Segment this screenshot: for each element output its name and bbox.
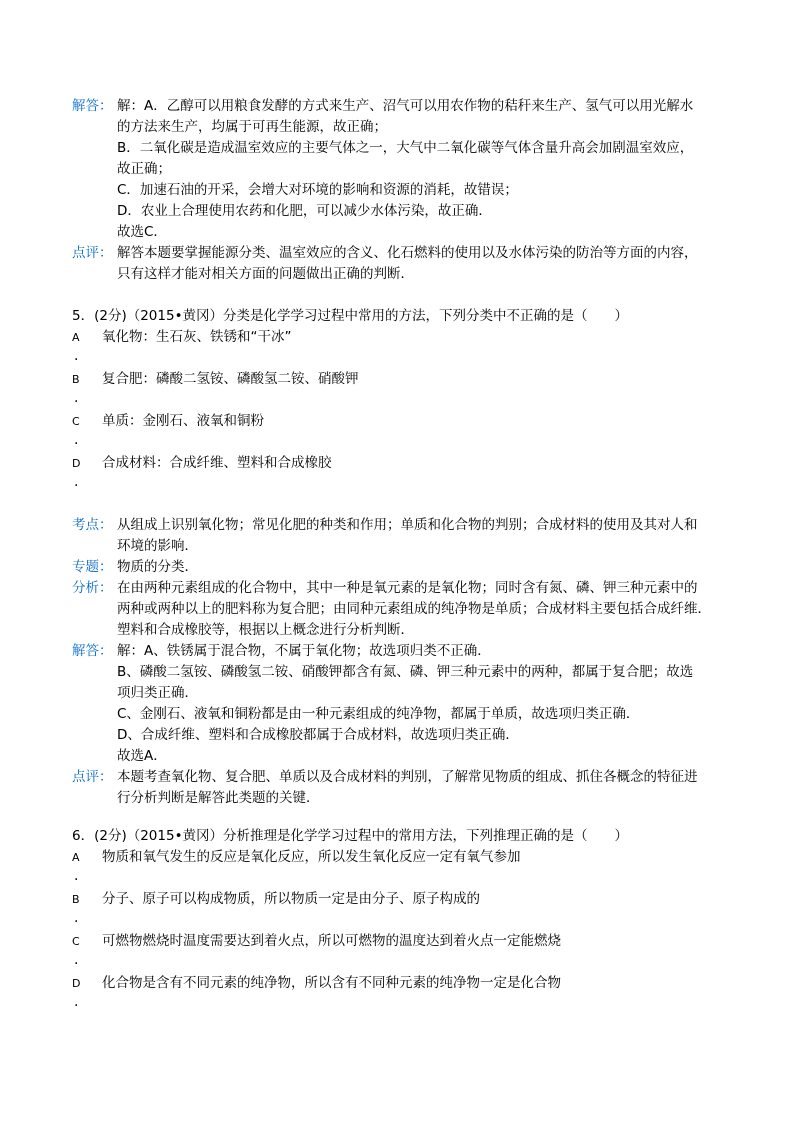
analysis-line: 塑料和合成橡胶等，根据以上概念进行分析判断． [117,622,414,638]
question-6 [72,826,734,1015]
answer-line: 解：A、铁锈属于混合物，不属于氧化物；故选项归类不正确． [117,643,491,659]
option-text: 氧化物：生石灰、铁锈和“干冰” [102,329,292,345]
point-tag: 考点： [72,517,113,533]
option-a [72,327,734,348]
prev-answer-section [72,96,734,243]
analysis-tag: 分析： [72,580,113,596]
comment-section [72,767,734,809]
option-dot: . [74,390,79,406]
option-letter: A [72,331,80,344]
option-d [72,453,734,474]
point-section [72,515,734,557]
option-text: 单质：金刚石、液氧和铜粉 [102,413,264,429]
answer-line: 解：A．乙醇可以用粮食发酵的方式来生产、沼气可以用农作物的秸秆来生产、氢气可以用光解水 [117,98,694,114]
option-letter: B [72,893,80,906]
answer-line: 故选A． [117,748,167,764]
answer-line: B、磷酸二氢铵、磷酸氢二铵、硝酸钾都含有氮、磷、钾三种元素中的两种，都属于复合肥；故选 [117,664,694,680]
question-5 [72,306,734,495]
prev-solution [72,96,734,285]
answer-line: D．农业上合理使用农药和化肥，可以减少水体污染，故正确． [117,203,492,219]
option-letter: D [72,977,81,990]
prev-comment-section [72,243,734,285]
option-letter: A [72,851,80,864]
answer-line: 项归类正确． [117,685,198,701]
answer-section [72,641,734,767]
answer-line: D、合成纤维、塑料和合成橡胶都属于合成材料，故选项归类正确． [117,727,519,743]
option-dot: . [74,868,79,884]
analysis-line: 在由两种元素组成的化合物中，其中一种是氧元素的是氧化物；同时含有氮、磷、钾三种元素中的 [117,580,698,596]
answer-line: 的方法来生产，均属于可再生能源，故正确； [117,119,387,135]
comment-line: 解答本题要掌握能源分类、温室效应的含义、化石燃料的使用以及水体污染的防治等方面的内容， [117,245,698,261]
point-line: 环境的影响． [117,538,198,554]
q5-solution [72,515,734,809]
option-dot: . [74,474,79,490]
option-text: 复合肥：磷酸二氢铵、磷酸氢二铵、硝酸钾 [102,371,359,387]
option-letter: B [72,373,80,386]
option-dot: . [74,910,79,926]
option-c [72,931,734,952]
topic-tag: 专题： [72,559,113,575]
question-title: 5．(2分)（2015•黄冈）分类是化学学习过程中常用的方法，下列分类中不正确的是（ ） [72,308,629,324]
option-letter: C [72,935,80,948]
option-b [72,889,734,910]
option-dot: . [74,952,79,968]
answer-line: C．加速石油的开采，会增大对环境的影响和资源的消耗，故错误； [117,182,518,198]
comment-line: 只有这样才能对相关方面的问题做出正确的判断． [117,266,414,282]
answer-tag: 解答： [72,98,113,114]
comment-tag: 点评： [72,245,113,261]
comment-line: 行分析判断是解答此类题的关键． [117,790,320,806]
answer-line: 故选C． [117,224,167,240]
topic-line: 物质的分类． [117,559,198,575]
option-text: 分子、原子可以构成物质，所以物质一定是由分子、原子构成的 [102,891,480,907]
answer-line: 故正确； [117,161,171,177]
comment-tag: 点评： [72,769,113,785]
option-a [72,847,734,868]
answer-line: B．二氧化碳是造成温室效应的主要气体之一，大气中二氧化碳等气体含量升高会加剧温室效应， [117,140,694,156]
answer-line: C、金刚石、液氧和铜粉都是由一种元素组成的纯净物，都属于单质，故选项归类正确． [117,706,640,722]
topic-section [72,557,734,578]
option-text: 可燃物燃烧时温度需要达到着火点，所以可燃物的温度达到着火点一定能燃烧 [102,933,561,949]
option-c [72,411,734,432]
option-d [72,973,734,994]
option-letter: C [72,415,80,428]
option-b [72,369,734,390]
point-line: 从组成上识别氧化物；常见化肥的种类和作用；单质和化合物的判别；合成材料的使用及其对人和 [117,517,698,533]
analysis-line: 两种或两种以上的肥料称为复合肥；由同种元素组成的纯净物是单质；合成材料主要包括合成纤维． [117,601,711,617]
option-letter: D [72,457,81,470]
option-dot: . [74,994,79,1010]
answer-tag: 解答： [72,643,113,659]
analysis-section [72,578,734,641]
option-dot: . [74,432,79,448]
option-text: 合成材料：合成纤维、塑料和合成橡胶 [102,455,332,471]
question-title: 6．(2分)（2015•黄冈）分析推理是化学学习过程中的常用方法，下列推理正确的是（ ） [72,828,629,844]
option-text: 物质和氧气发生的反应是氧化反应，所以发生氧化反应一定有氧气参加 [102,849,521,865]
option-text: 化合物是含有不同元素的纯净物，所以含有不同种元素的纯净物一定是化合物 [102,975,561,991]
option-dot: . [74,348,79,364]
comment-line: 本题考查氧化物、复合肥、单质以及合成材料的判别，了解常见物质的组成、抓住各概念的特征进 [117,769,698,785]
